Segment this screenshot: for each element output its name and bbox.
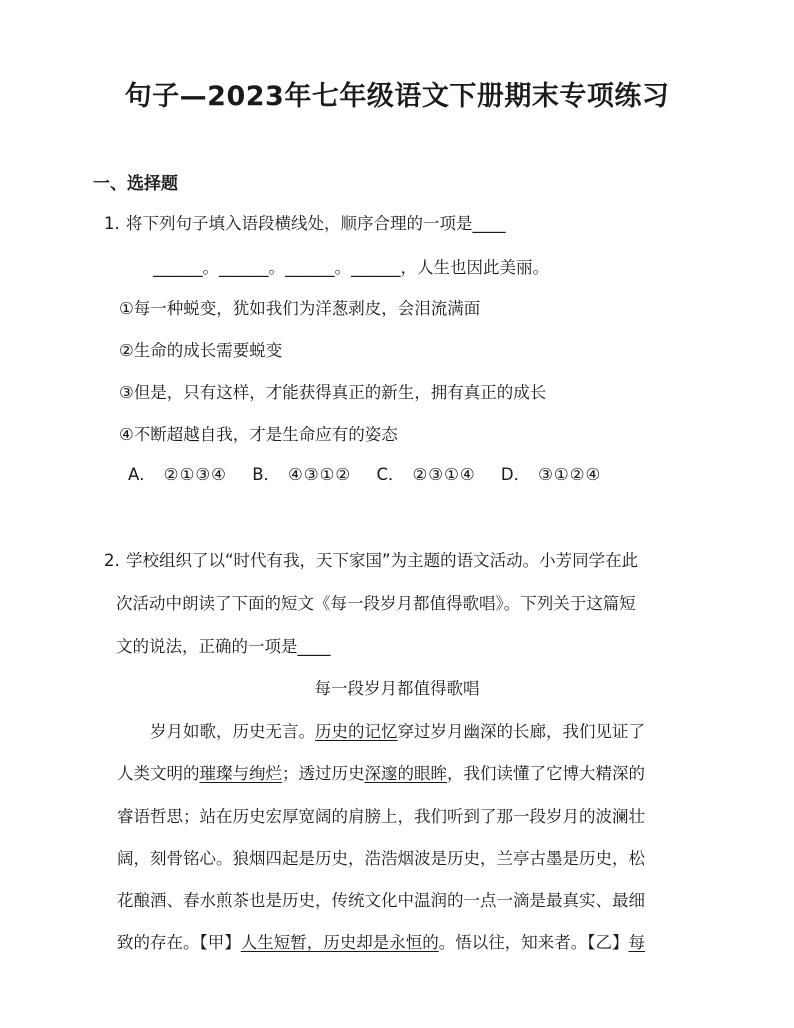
option-c-sequence[interactable]: ②③①④ — [412, 465, 476, 484]
passage-text: ；透过历史 — [282, 764, 365, 783]
sentence-item-1: ①每一种蜕变，犹如我们为洋葱剥皮，会泪流满面 — [119, 299, 481, 318]
passage-title: 每一段岁月都值得歌唱 — [314, 679, 480, 698]
passage-text: 岁月如歌，历史无言。 — [150, 722, 315, 741]
question-number: 2. — [104, 551, 120, 570]
passage-line-5: 花酿酒、春水煎茶也是历史，传统文化中温润的一点一滴是最真实、最细 — [117, 891, 645, 910]
passage-text: ，我们读懂了它博大精深的 — [447, 764, 645, 783]
passage-text: 穿过岁月幽深的长廊，我们见证了 — [397, 722, 645, 741]
option-a-letter[interactable]: A． — [128, 465, 156, 484]
passage-line-6 — [117, 931, 645, 955]
option-d-sequence[interactable]: ③①②④ — [538, 465, 602, 484]
question-1-blanks: ______。______。______。______，人生也因此美丽。 — [153, 258, 549, 277]
option-b-letter[interactable]: B． — [252, 465, 281, 484]
underlined-phrase: 深邃的眼眸 — [364, 764, 447, 783]
passage-text: 人类文明的 — [117, 764, 200, 783]
option-d-letter[interactable]: D． — [500, 465, 531, 484]
underlined-phrase: 璀璨与绚烂 — [199, 764, 282, 783]
question-number: 1. — [104, 214, 120, 233]
question-1-stem — [104, 212, 506, 236]
question-text: 学校组织了以“时代有我，天下家国”为主题的语文活动。小芳同学在此 — [126, 551, 639, 570]
passage-line-1 — [150, 720, 645, 744]
section-heading: 一、选择题 — [93, 174, 178, 194]
underlined-phrase: 每 — [628, 933, 645, 952]
sentence-item-3: ③但是，只有这样，才能获得真正的新生，拥有真正的成长 — [119, 383, 547, 402]
page-title: 句子—2023年七年级语文下册期末专项练习 — [124, 81, 670, 112]
sentence-item-2: ②生命的成长需要蜕变 — [119, 341, 283, 360]
underlined-phrase: 历史的记忆 — [315, 722, 398, 741]
answer-options — [128, 463, 621, 487]
option-a-sequence[interactable]: ②①③④ — [163, 465, 227, 484]
passage-line-4: 阔，刻骨铭心。狼烟四起是历史，浩浩烟波是历史，兰亭古墨是历史，松 — [117, 849, 645, 868]
question-2-stem-line-2: 次活动中朗读了下面的短文《每一段岁月都值得歌唱》。下列关于这篇短 — [116, 594, 636, 613]
passage-line-3: 睿语哲思；站在历史宏厚宽阔的肩膀上，我们听到了那一段岁月的波澜壮 — [117, 807, 645, 826]
underlined-phrase: 人生短暂，历史却是永恒的 — [240, 933, 439, 952]
question-text: 将下列句子填入语段横线处，顺序合理的一项是____ — [126, 214, 506, 233]
question-2-stem-line-1 — [104, 549, 638, 573]
option-b-sequence[interactable]: ④③①② — [288, 465, 352, 484]
sentence-item-4: ④不断超越自我，才是生命应有的姿态 — [119, 425, 398, 444]
question-2-stem-line-3: 文的说法，正确的一项是____ — [116, 637, 331, 656]
option-c-letter[interactable]: C． — [376, 465, 405, 484]
passage-line-2 — [117, 762, 645, 786]
passage-text: 。悟以往，知来者。【乙】 — [438, 933, 629, 952]
passage-text: 致的存在。【甲】 — [117, 933, 241, 952]
